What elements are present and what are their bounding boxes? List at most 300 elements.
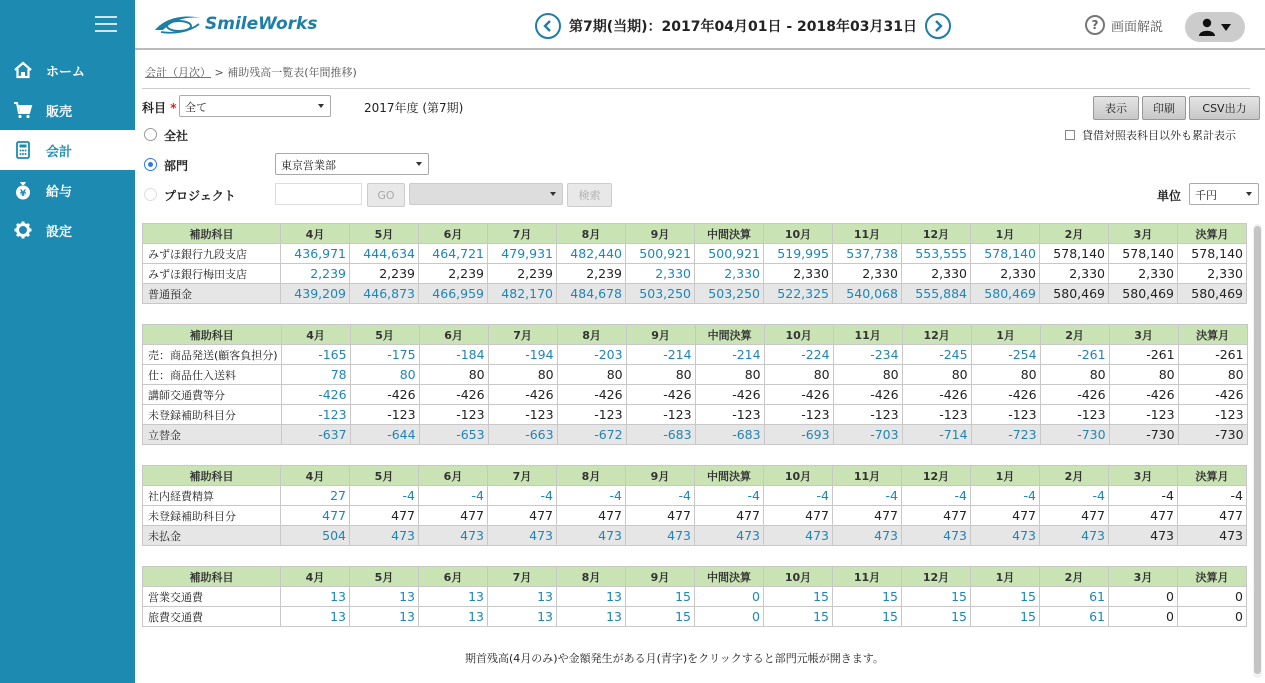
amount-cell: -123 bbox=[1040, 405, 1109, 425]
account-label: 科目 * bbox=[142, 101, 177, 115]
amount-cell: 477 bbox=[350, 506, 419, 526]
amount-cell: 80 bbox=[557, 365, 626, 385]
row-name: 未登録補助科目分 bbox=[143, 405, 282, 425]
amount-cell[interactable]: -203 bbox=[557, 345, 626, 365]
amount-cell[interactable]: 13 bbox=[350, 607, 419, 627]
amount-cell[interactable]: -672 bbox=[557, 425, 626, 445]
amount-cell: -4 bbox=[1109, 486, 1178, 506]
amount-cell: 80 bbox=[764, 365, 833, 385]
amount-cell: 2,330 bbox=[971, 264, 1040, 284]
amount-cell[interactable]: 466,959 bbox=[419, 284, 488, 304]
column-header: 2月 bbox=[1040, 325, 1109, 345]
chevron-right-icon bbox=[933, 20, 943, 32]
amount-cell[interactable]: 13 bbox=[557, 607, 626, 627]
sidebar-item-settings[interactable] bbox=[0, 210, 135, 250]
show-button[interactable]: 表示 bbox=[1093, 96, 1139, 120]
amount-cell: 0 bbox=[1109, 587, 1178, 607]
prev-period-button[interactable] bbox=[535, 13, 561, 39]
account-select[interactable]: 全て bbox=[179, 95, 331, 117]
column-header: 5月 bbox=[350, 224, 419, 244]
amount-cell[interactable]: 2,330 bbox=[626, 264, 695, 284]
amount-cell: 477 bbox=[488, 506, 557, 526]
column-header: 7月 bbox=[488, 567, 557, 587]
amount-cell[interactable]: 13 bbox=[281, 587, 350, 607]
hamburger-menu-icon[interactable] bbox=[95, 16, 117, 34]
amount-cell: -123 bbox=[626, 405, 695, 425]
amount-cell: -730 bbox=[1178, 425, 1247, 445]
amount-cell[interactable]: 537,738 bbox=[833, 244, 902, 264]
amount-cell[interactable]: -194 bbox=[488, 345, 557, 365]
amount-cell[interactable]: -4 bbox=[971, 486, 1040, 506]
amount-cell[interactable]: 13 bbox=[419, 587, 488, 607]
amount-cell[interactable]: -4 bbox=[488, 486, 557, 506]
table-header-row bbox=[143, 224, 1247, 244]
amount-cell[interactable]: -165 bbox=[281, 345, 350, 365]
row-name: みずほ銀行梅田支店 bbox=[143, 264, 281, 284]
column-header: 8月 bbox=[557, 466, 626, 486]
amount-cell[interactable]: 464,721 bbox=[419, 244, 488, 264]
sidebar bbox=[0, 0, 135, 683]
main-content bbox=[135, 52, 1265, 683]
column-header: 6月 bbox=[419, 224, 488, 244]
amount-cell[interactable]: 473 bbox=[626, 526, 695, 546]
amount-cell[interactable]: -4 bbox=[1040, 486, 1109, 506]
column-header: 10月 bbox=[764, 466, 833, 486]
scope-all-radio[interactable] bbox=[144, 128, 157, 141]
column-header: 決算月 bbox=[1178, 567, 1247, 587]
sidebar-item-label: 給与 bbox=[46, 184, 73, 200]
table-row bbox=[143, 486, 1247, 506]
row-name: 未払金 bbox=[143, 526, 281, 546]
column-header: 決算月 bbox=[1178, 224, 1247, 244]
scope-department-radio[interactable] bbox=[144, 158, 157, 171]
amount-cell[interactable]: 27 bbox=[281, 486, 350, 506]
amount-cell: 477 bbox=[1040, 506, 1109, 526]
amount-cell[interactable]: -723 bbox=[971, 425, 1040, 445]
period-title: 第7期(当期)：2017年04月01日 - 2018年03月31日 bbox=[569, 19, 917, 35]
column-header: 決算月 bbox=[1178, 325, 1247, 345]
amount-cell[interactable]: 61 bbox=[1040, 587, 1109, 607]
amount-cell[interactable]: 13 bbox=[281, 607, 350, 627]
sidebar-item-label: ホーム bbox=[46, 64, 86, 80]
column-header: 6月 bbox=[419, 567, 488, 587]
column-header: 8月 bbox=[557, 567, 626, 587]
column-header: 1月 bbox=[971, 567, 1040, 587]
scope-all-label: 全社 bbox=[164, 129, 189, 143]
row-name: 営業交通費 bbox=[143, 587, 281, 607]
amount-cell: -261 bbox=[1109, 345, 1178, 365]
column-header: 11月 bbox=[833, 567, 902, 587]
amount-cell[interactable]: -214 bbox=[695, 345, 764, 365]
amount-cell[interactable]: -426 bbox=[281, 385, 350, 405]
amount-cell[interactable]: 555,884 bbox=[902, 284, 971, 304]
amount-cell: 80 bbox=[1178, 365, 1247, 385]
amount-cell: -123 bbox=[971, 405, 1040, 425]
row-name: みずほ銀行九段支店 bbox=[143, 244, 281, 264]
column-header: 中間決算 bbox=[695, 466, 764, 486]
amount-cell[interactable]: -644 bbox=[350, 425, 419, 445]
amount-cell: 2,239 bbox=[350, 264, 419, 284]
cumulative-label: 貸借対照表科目以外も累計表示 bbox=[1082, 129, 1236, 142]
amount-cell[interactable]: 15 bbox=[902, 607, 971, 627]
user-menu-button[interactable] bbox=[1185, 12, 1245, 42]
amount-cell: 2,330 bbox=[902, 264, 971, 284]
amount-cell[interactable]: -184 bbox=[419, 345, 488, 365]
column-header: 7月 bbox=[488, 466, 557, 486]
question-icon: ? bbox=[1085, 15, 1105, 35]
amount-cell[interactable]: -683 bbox=[695, 425, 764, 445]
sidebar-item-payroll[interactable] bbox=[0, 170, 135, 210]
amount-cell[interactable]: 580,469 bbox=[971, 284, 1040, 304]
amount-cell[interactable]: -4 bbox=[419, 486, 488, 506]
amount-cell[interactable]: -254 bbox=[971, 345, 1040, 365]
amount-cell[interactable]: -703 bbox=[833, 425, 902, 445]
amount-cell: -123 bbox=[1178, 405, 1247, 425]
amount-cell[interactable]: -4 bbox=[557, 486, 626, 506]
amount-cell[interactable]: 444,634 bbox=[350, 244, 419, 264]
amount-cell[interactable]: 15 bbox=[833, 607, 902, 627]
amount-cell[interactable]: -4 bbox=[626, 486, 695, 506]
scrollbar-thumb[interactable] bbox=[1254, 226, 1261, 674]
table-header-row bbox=[143, 325, 1248, 345]
fiscal-year-label: 2017年度 (第7期) bbox=[364, 101, 464, 115]
amount-cell[interactable]: -693 bbox=[764, 425, 833, 445]
amount-cell[interactable]: 15 bbox=[971, 587, 1040, 607]
unit-label: 単位 bbox=[1157, 189, 1182, 203]
amount-cell[interactable]: -175 bbox=[350, 345, 419, 365]
amount-cell: -123 bbox=[764, 405, 833, 425]
column-header: 中間決算 bbox=[695, 567, 764, 587]
amount-cell: -123 bbox=[419, 405, 488, 425]
amount-cell[interactable]: 540,068 bbox=[833, 284, 902, 304]
amount-cell[interactable]: -4 bbox=[695, 486, 764, 506]
column-header: 6月 bbox=[419, 466, 488, 486]
table-row bbox=[143, 244, 1247, 264]
amount-cell[interactable]: 446,873 bbox=[350, 284, 419, 304]
amount-cell[interactable]: -730 bbox=[1040, 425, 1109, 445]
unit-select[interactable]: 千円 bbox=[1189, 183, 1259, 205]
balance-table bbox=[142, 566, 1247, 627]
amount-cell: 473 bbox=[1109, 526, 1178, 546]
column-header: 12月 bbox=[902, 224, 971, 244]
amount-cell[interactable]: 500,921 bbox=[626, 244, 695, 264]
next-period-button[interactable] bbox=[925, 13, 951, 39]
sidebar-item-home[interactable] bbox=[0, 50, 135, 90]
project-code-input[interactable] bbox=[275, 183, 362, 205]
amount-cell[interactable]: 15 bbox=[902, 587, 971, 607]
sidebar-item-label: 販売 bbox=[46, 104, 73, 120]
table-row bbox=[143, 405, 1248, 425]
amount-cell: 580,469 bbox=[1040, 284, 1109, 304]
search-button[interactable]: 検索 bbox=[567, 183, 612, 207]
amount-cell: 477 bbox=[971, 506, 1040, 526]
amount-cell[interactable]: 13 bbox=[419, 607, 488, 627]
amount-cell[interactable]: 436,971 bbox=[281, 244, 350, 264]
column-header: 3月 bbox=[1109, 325, 1178, 345]
amount-cell: 580,469 bbox=[1109, 284, 1178, 304]
amount-cell: 477 bbox=[833, 506, 902, 526]
amount-cell: 2,330 bbox=[1040, 264, 1109, 284]
amount-cell[interactable]: -261 bbox=[1040, 345, 1109, 365]
amount-cell[interactable]: -663 bbox=[488, 425, 557, 445]
amount-cell: -426 bbox=[1178, 385, 1247, 405]
amount-cell[interactable]: -123 bbox=[281, 405, 350, 425]
column-header: 12月 bbox=[902, 466, 971, 486]
amount-cell[interactable]: -214 bbox=[626, 345, 695, 365]
column-header: 1月 bbox=[971, 224, 1040, 244]
amount-cell: 2,330 bbox=[833, 264, 902, 284]
amount-cell[interactable]: 78 bbox=[281, 365, 350, 385]
cart-icon bbox=[0, 101, 46, 119]
amount-cell: -426 bbox=[695, 385, 764, 405]
column-header: 6月 bbox=[419, 325, 488, 345]
breadcrumb-current: 補助残高一覧表(年間推移) bbox=[227, 66, 357, 79]
amount-cell[interactable]: -245 bbox=[902, 345, 971, 365]
vertical-scrollbar[interactable] bbox=[1253, 224, 1262, 678]
amount-cell[interactable]: -224 bbox=[764, 345, 833, 365]
amount-cell[interactable]: 15 bbox=[764, 607, 833, 627]
amount-cell[interactable]: 473 bbox=[764, 526, 833, 546]
column-header: 補助科目 bbox=[143, 567, 281, 587]
amount-cell: 80 bbox=[626, 365, 695, 385]
column-header: 4月 bbox=[281, 567, 350, 587]
amount-cell: 477 bbox=[626, 506, 695, 526]
department-select[interactable]: 東京営業部 bbox=[275, 153, 429, 175]
amount-cell: 2,239 bbox=[419, 264, 488, 284]
column-header: 11月 bbox=[833, 325, 902, 345]
column-header: 2月 bbox=[1040, 224, 1109, 244]
help-label: 画面解説 bbox=[1111, 19, 1164, 35]
amount-cell[interactable]: 482,440 bbox=[557, 244, 626, 264]
amount-cell[interactable]: 15 bbox=[626, 607, 695, 627]
amount-cell[interactable]: 484,678 bbox=[557, 284, 626, 304]
csv-export-button[interactable]: CSV出力 bbox=[1189, 96, 1260, 120]
amount-cell[interactable]: 0 bbox=[695, 607, 764, 627]
amount-cell[interactable]: 504 bbox=[281, 526, 350, 546]
amount-cell[interactable]: -4 bbox=[833, 486, 902, 506]
amount-cell: -426 bbox=[419, 385, 488, 405]
column-header: 4月 bbox=[281, 224, 350, 244]
total-row bbox=[143, 284, 1247, 304]
amount-cell[interactable]: 61 bbox=[1040, 607, 1109, 627]
column-header: 2月 bbox=[1040, 567, 1109, 587]
amount-cell: 80 bbox=[419, 365, 488, 385]
breadcrumb-divider bbox=[142, 88, 1250, 89]
column-header: 9月 bbox=[626, 325, 695, 345]
column-header: 補助科目 bbox=[143, 224, 281, 244]
amount-cell: 80 bbox=[1040, 365, 1109, 385]
help-link[interactable] bbox=[1085, 15, 1163, 35]
column-header: 11月 bbox=[833, 466, 902, 486]
amount-cell: 80 bbox=[902, 365, 971, 385]
table-row bbox=[143, 365, 1248, 385]
column-header: 5月 bbox=[350, 567, 419, 587]
table-header-row bbox=[143, 466, 1247, 486]
sidebar-item-label: 会計 bbox=[46, 144, 73, 160]
column-header: 9月 bbox=[626, 224, 695, 244]
amount-cell[interactable]: 13 bbox=[488, 587, 557, 607]
scope-project-radio[interactable] bbox=[144, 188, 157, 201]
amount-cell[interactable]: 503,250 bbox=[626, 284, 695, 304]
column-header: 7月 bbox=[488, 224, 557, 244]
amount-cell: -426 bbox=[350, 385, 419, 405]
balance-table bbox=[142, 324, 1248, 445]
amount-cell: 477 bbox=[764, 506, 833, 526]
total-row bbox=[143, 526, 1247, 546]
amount-cell[interactable]: -234 bbox=[833, 345, 902, 365]
amount-cell: -426 bbox=[833, 385, 902, 405]
amount-cell: -123 bbox=[695, 405, 764, 425]
row-name: 社内経費精算 bbox=[143, 486, 281, 506]
amount-cell: -123 bbox=[488, 405, 557, 425]
amount-cell[interactable]: 473 bbox=[488, 526, 557, 546]
chevron-left-icon bbox=[543, 20, 553, 32]
column-header: 10月 bbox=[764, 567, 833, 587]
column-header: 5月 bbox=[350, 325, 419, 345]
amount-cell[interactable]: 13 bbox=[488, 607, 557, 627]
amount-cell: -123 bbox=[350, 405, 419, 425]
top-header bbox=[135, 0, 1265, 50]
go-button[interactable]: GO bbox=[367, 183, 405, 207]
amount-cell[interactable]: 2,330 bbox=[695, 264, 764, 284]
amount-cell: 578,140 bbox=[1040, 244, 1109, 264]
row-name: 講師交通費等分 bbox=[143, 385, 282, 405]
project-select[interactable] bbox=[409, 183, 563, 205]
logo-swoosh-icon bbox=[153, 12, 203, 36]
amount-cell[interactable]: -637 bbox=[281, 425, 350, 445]
caret-down-icon bbox=[1220, 22, 1232, 32]
amount-cell: -426 bbox=[902, 385, 971, 405]
amount-cell[interactable]: 0 bbox=[695, 587, 764, 607]
breadcrumb-separator: > bbox=[214, 66, 224, 79]
amount-cell[interactable]: 473 bbox=[971, 526, 1040, 546]
amount-cell: 80 bbox=[488, 365, 557, 385]
amount-cell: 477 bbox=[902, 506, 971, 526]
breadcrumb bbox=[145, 64, 357, 80]
calculator-icon bbox=[0, 141, 46, 159]
amount-cell[interactable]: 473 bbox=[350, 526, 419, 546]
column-header: 3月 bbox=[1109, 567, 1178, 587]
column-header: 8月 bbox=[557, 224, 626, 244]
amount-cell: 80 bbox=[971, 365, 1040, 385]
column-header: 12月 bbox=[902, 567, 971, 587]
amount-cell[interactable]: 522,325 bbox=[764, 284, 833, 304]
amount-cell: 80 bbox=[833, 365, 902, 385]
amount-cell[interactable]: 473 bbox=[695, 526, 764, 546]
table-header-row bbox=[143, 567, 1247, 587]
svg-text:¥: ¥ bbox=[19, 189, 27, 199]
row-name: 仕：商品仕入送料 bbox=[143, 365, 282, 385]
amount-cell: -426 bbox=[626, 385, 695, 405]
amount-cell[interactable]: 80 bbox=[350, 365, 419, 385]
balance-table bbox=[142, 465, 1247, 546]
smileworks-logo[interactable] bbox=[153, 12, 317, 36]
table-row bbox=[143, 506, 1247, 526]
print-button[interactable]: 印刷 bbox=[1142, 96, 1186, 120]
amount-cell[interactable]: 473 bbox=[1040, 526, 1109, 546]
amount-cell[interactable]: 482,170 bbox=[488, 284, 557, 304]
amount-cell[interactable]: 553,555 bbox=[902, 244, 971, 264]
user-icon bbox=[1198, 18, 1216, 36]
amount-cell[interactable]: -714 bbox=[902, 425, 971, 445]
column-header: 9月 bbox=[626, 567, 695, 587]
cumulative-checkbox[interactable] bbox=[1065, 130, 1075, 140]
breadcrumb-link[interactable]: 会計（月次） bbox=[145, 66, 211, 79]
amount-cell: 0 bbox=[1109, 607, 1178, 627]
amount-cell[interactable]: 473 bbox=[833, 526, 902, 546]
column-header: 4月 bbox=[281, 325, 350, 345]
column-header: 3月 bbox=[1109, 224, 1178, 244]
row-name: 旅費交通費 bbox=[143, 607, 281, 627]
sidebar-item-label: 設定 bbox=[46, 224, 73, 240]
amount-cell[interactable]: 578,140 bbox=[971, 244, 1040, 264]
amount-cell[interactable]: 15 bbox=[626, 587, 695, 607]
amount-cell[interactable]: 473 bbox=[902, 526, 971, 546]
amount-cell[interactable]: 15 bbox=[833, 587, 902, 607]
amount-cell: -123 bbox=[1109, 405, 1178, 425]
period-selector bbox=[535, 13, 951, 39]
amount-cell: 80 bbox=[1109, 365, 1178, 385]
amount-cell: 0 bbox=[1178, 587, 1247, 607]
column-header: 1月 bbox=[971, 325, 1040, 345]
amount-cell: 477 bbox=[695, 506, 764, 526]
amount-cell[interactable]: 15 bbox=[764, 587, 833, 607]
column-header: 10月 bbox=[764, 224, 833, 244]
amount-cell[interactable]: -4 bbox=[764, 486, 833, 506]
amount-cell[interactable]: 2,239 bbox=[281, 264, 350, 284]
sidebar-item-accounting[interactable] bbox=[0, 130, 135, 170]
logo-text: SmileWorks bbox=[205, 14, 318, 34]
column-header: 9月 bbox=[626, 466, 695, 486]
amount-cell: -426 bbox=[1040, 385, 1109, 405]
row-name: 売：商品発送(顧客負担分) bbox=[143, 345, 282, 365]
amount-cell[interactable]: -4 bbox=[902, 486, 971, 506]
amount-cell[interactable]: 473 bbox=[557, 526, 626, 546]
amount-cell[interactable]: 473 bbox=[419, 526, 488, 546]
amount-cell: -123 bbox=[557, 405, 626, 425]
amount-cell[interactable]: 13 bbox=[557, 587, 626, 607]
column-header: 補助科目 bbox=[143, 325, 282, 345]
amount-cell[interactable]: 477 bbox=[281, 506, 350, 526]
amount-cell: 0 bbox=[1178, 607, 1247, 627]
amount-cell[interactable]: -683 bbox=[626, 425, 695, 445]
amount-cell: 477 bbox=[557, 506, 626, 526]
amount-cell[interactable]: -653 bbox=[419, 425, 488, 445]
column-header: 4月 bbox=[281, 466, 350, 486]
column-header: 中間決算 bbox=[695, 224, 764, 244]
amount-cell: 2,330 bbox=[764, 264, 833, 284]
column-header: 決算月 bbox=[1178, 466, 1247, 486]
amount-cell[interactable]: 479,931 bbox=[488, 244, 557, 264]
amount-cell: -730 bbox=[1109, 425, 1178, 445]
amount-cell[interactable]: 500,921 bbox=[695, 244, 764, 264]
row-name: 普通預金 bbox=[143, 284, 281, 304]
sidebar-item-sales[interactable] bbox=[0, 90, 135, 130]
scope-project-label: プロジェクト bbox=[164, 189, 236, 203]
amount-cell[interactable]: -4 bbox=[350, 486, 419, 506]
column-header: 7月 bbox=[488, 325, 557, 345]
amount-cell: 580,469 bbox=[1178, 284, 1247, 304]
column-header: 3月 bbox=[1109, 466, 1178, 486]
amount-cell[interactable]: 503,250 bbox=[695, 284, 764, 304]
table-row bbox=[143, 607, 1247, 627]
amount-cell: 477 bbox=[419, 506, 488, 526]
amount-cell[interactable]: 13 bbox=[350, 587, 419, 607]
amount-cell[interactable]: 519,995 bbox=[764, 244, 833, 264]
amount-cell[interactable]: 15 bbox=[971, 607, 1040, 627]
amount-cell[interactable]: 439,209 bbox=[281, 284, 350, 304]
row-name: 立替金 bbox=[143, 425, 282, 445]
